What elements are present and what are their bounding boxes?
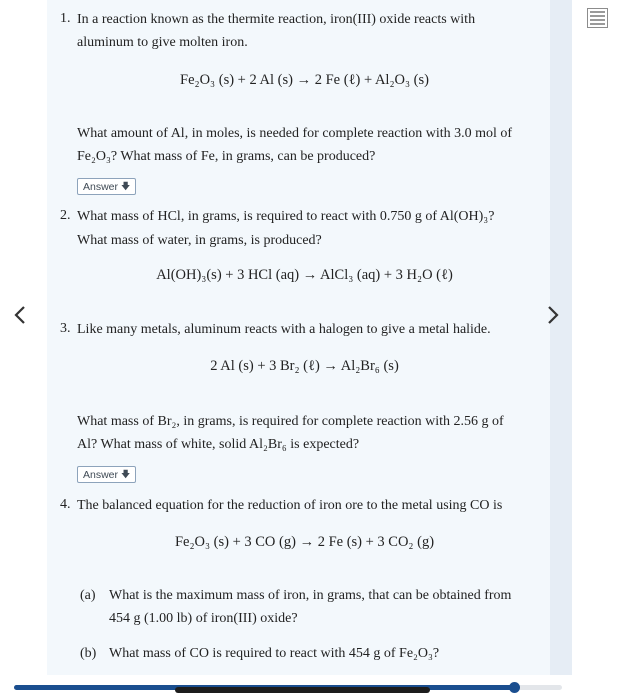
arrow-down-icon: 🡇 [121, 180, 131, 191]
problem-4b-line1: What mass of CO is required to react with 454 g of Fe₂O₃? [109, 646, 440, 661]
scroll-handle[interactable] [509, 682, 520, 693]
problem-3-equation: 2 Al (s) + 3 Br₂ (ℓ) → Al₂Br₆ (s) [210, 358, 399, 374]
problem-2-equation: Al(OH)₃(s) + 3 HCl (aq) → AlCl₃ (aq) + 3 H₂O (ℓ) [156, 267, 453, 283]
answer-button-3[interactable] [77, 466, 136, 483]
problem-2-text-line2: What mass of water, in grams, is produced? [77, 233, 322, 248]
problem-3-number: 3. [60, 321, 71, 336]
scrollbar-thumb[interactable] [175, 687, 430, 693]
left-margin [0, 0, 47, 675]
page-thumbnail-icon[interactable] [587, 8, 608, 28]
previous-page-button[interactable] [9, 304, 31, 326]
problem-4-equation: Fe₂O₃ (s) + 3 CO (g) → 2 Fe (s) + 3 CO₂ (g) [174, 534, 435, 550]
problem-4a-line1: What is the maximum mass of iron, in grams, that can be obtained from [109, 588, 512, 603]
problem-3-text-line1: Like many metals, aluminum reacts with a halogen to give a metal halide. [77, 322, 491, 337]
problem-1-equation: Fe₂O₃ (s) + 2 Al (s) → 2 Fe (ℓ) + Al₂O₃ (s) [180, 72, 429, 88]
right-panel [572, 0, 618, 675]
problem-1-question-line2: Fe₂O₃? What mass of Fe, in grams, can be produced? [77, 149, 376, 164]
chevron-right-icon [546, 305, 560, 325]
chevron-left-icon [13, 305, 27, 325]
problem-2-text-line1: What mass of HCl, in grams, is required to react with 0.750 g of Al(OH)₃? [77, 209, 495, 224]
problem-4b-label: (b) [80, 646, 97, 661]
arrow-down-icon: 🡇 [121, 468, 131, 479]
answer-button-1[interactable] [77, 178, 136, 195]
problem-4-number: 4. [60, 497, 71, 512]
problem-4-text-line1: The balanced equation for the reduction of iron ore to the metal using CO is [77, 498, 503, 513]
problem-1-question-line1: What amount of Al, in moles, is needed for complete reaction with 3.0 mol of [77, 126, 513, 141]
problem-3-question-line1: What mass of Br₂, in grams, is required for complete reaction with 2.56 g of [77, 414, 504, 429]
page-edge-shadow [550, 0, 572, 675]
problem-3-question-line2: Al? What mass of white, solid Al₂Br₆ is expected? [77, 437, 360, 452]
next-page-button[interactable] [542, 304, 564, 326]
problem-1-text-line2: aluminum to give molten iron. [77, 35, 248, 50]
problem-1-number: 1. [60, 11, 71, 26]
problem-1-text-line1: In a reaction known as the thermite reaction, iron(III) oxide reacts with [77, 12, 476, 27]
problem-4a-line2: 454 g (1.00 lb) of iron(III) oxide? [109, 611, 298, 626]
problem-4a-label: (a) [80, 588, 96, 603]
answer-button-label: Answer [83, 468, 119, 481]
problem-2-number: 2. [60, 208, 71, 223]
answer-button-label: Answer [83, 180, 119, 193]
